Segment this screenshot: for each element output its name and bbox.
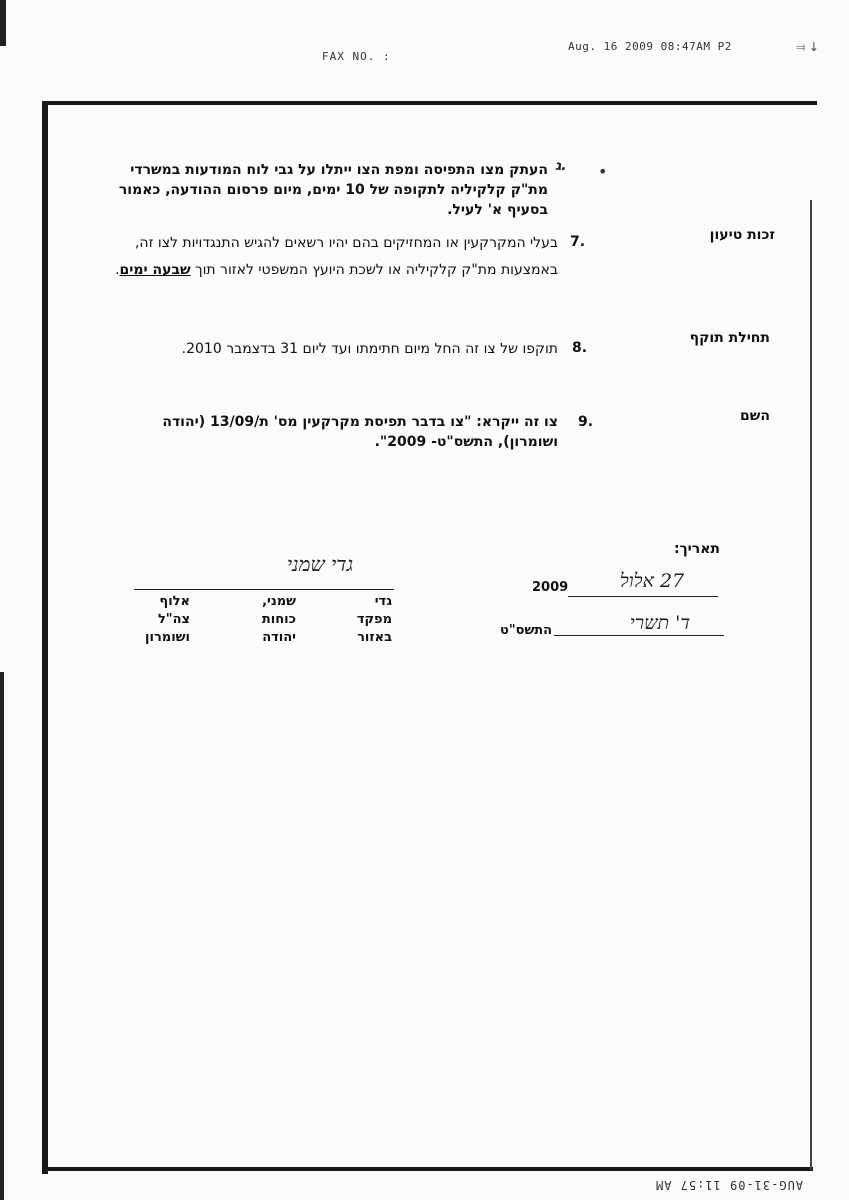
signature-region-3: ושומרון [145,630,190,645]
scan-corner-mark [0,0,6,46]
fax-bottom-stamp: AUG-31-09 11:57 AM [655,1178,804,1192]
signature-region-1: באזור [357,630,392,645]
section-g-bullet: • [598,162,608,181]
scan-left-edge [0,672,4,1200]
frame-bottom-border [42,1167,813,1171]
section-8-text: תוקפו של צו זה החל מיום חתימתו ועד ליום 31 בדצמבר 2010. [181,341,558,357]
fax-mark: ⫤ ↓ [796,40,819,54]
section-7-text [108,230,558,284]
section-7-number: 7. [570,234,586,250]
signature-name-first: גדי [374,594,392,609]
handwritten-signature: גדי שמני [286,552,354,576]
section-7-text-main: בעלי המקרקעין או המחזיקים בהם יהיו רשאים להגיש התנגדויות לצו זה, באמצעות מת"ק קלקיליה או לשכת היועץ המשפטי לאזור תוך [134,235,558,278]
handwritten-hebrew-date: ד' תשרי [629,612,691,634]
signature-line [134,589,394,590]
section-9-text: צו זה ייקרא: "צו בדבר תפיסת מקרקעין מס' ת/13/09 (יהודה ושומרון), התשס"ט- 2009". [162,414,558,450]
section-9-number: 9. [578,414,594,430]
date-label: תאריך: [674,541,720,557]
section-7-title: זכות טיעון [709,227,775,243]
signature-role-1: מפקד [356,612,392,627]
frame-right-border [810,200,812,1170]
signature-rank: אלוף [159,594,190,609]
section-8-title: תחילת תוקף [689,330,770,346]
frame-top-border [42,101,817,105]
hebrew-year-label: התשס"ט [500,623,553,638]
section-7-emphasis: שבעה ימים [119,262,191,278]
section-g-text: העתק מצו התפיסה ומפת הצו ייתלו על גבי לוח המודעות במשרדי מת"ק קלקיליה לתקופה של 10 ימים, מיום פרסום ההודעה, כאמור בסעיף א' לעיל. [118,162,548,218]
signature-role-2: כוחות [261,612,296,627]
signature-role-3: צה"ל [157,612,190,627]
section-7-text-end: . [115,262,120,278]
fax-timestamp: Aug. 16 2009 08:47AM P2 [568,40,732,53]
handwritten-date: 27 אלול [619,570,685,592]
date-year: 2009 [532,580,569,595]
section-g-marker: ג. [555,158,567,174]
section-8-number: 8. [572,340,588,356]
date-line [568,596,718,597]
hebrew-date-line [554,635,724,636]
section-9-title: השם [740,408,770,424]
signature-name-last: שמני, [262,594,296,609]
signature-region-2: יהודה [262,630,296,645]
frame-left-border [42,101,48,1174]
fax-number-label: FAX NO. : [322,50,391,63]
